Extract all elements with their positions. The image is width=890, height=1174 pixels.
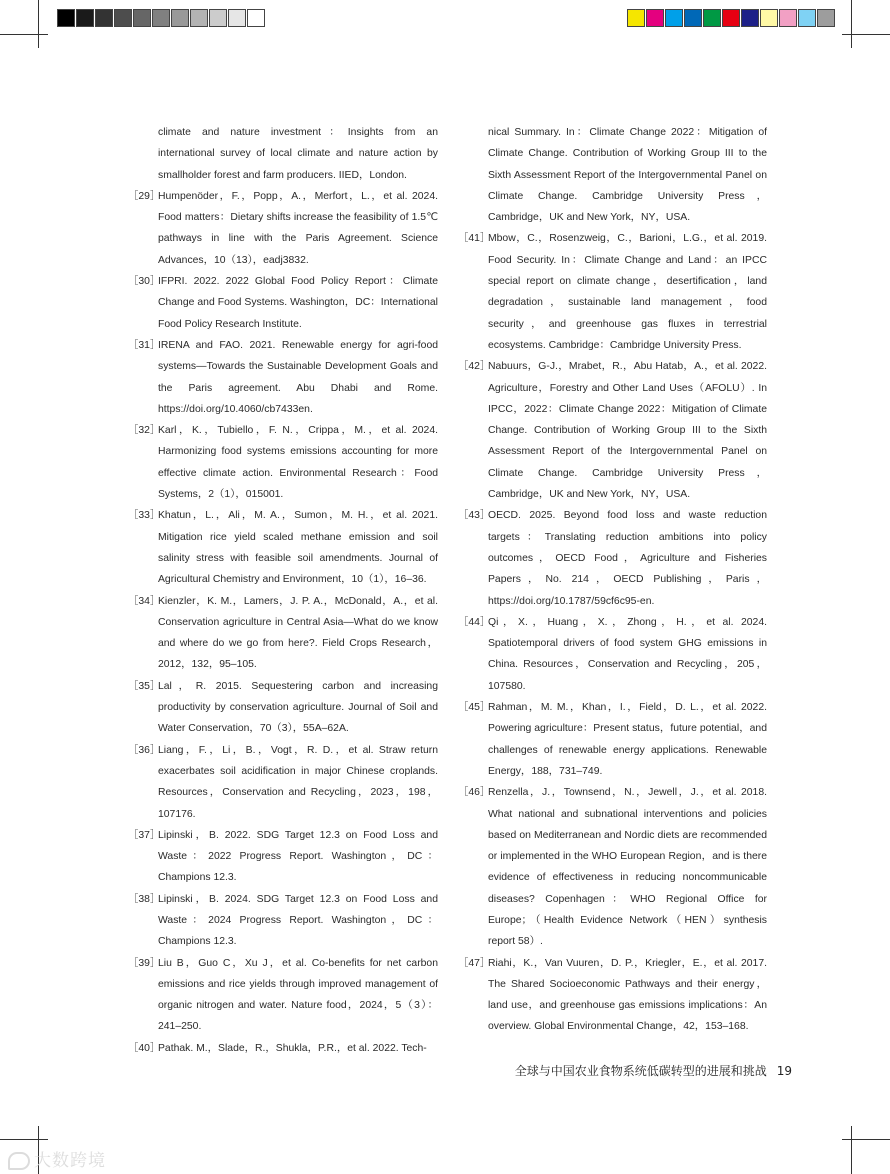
crop-mark-top-right-h [842,34,890,35]
reference-number: ［46］ [458,787,491,799]
page-number: 19 [776,1064,792,1078]
reference-text: Khatun，L.，Ali，M. A.，Sumon，M. H.，et al. 2021. Mitigation rice yield scaled methane emission and soil salinity stress with feasible soil amendments. Journal of Agricultural Chemistry and Environment，10（1），16–36. [158,510,438,586]
left-reference-list [128,186,438,1059]
footer-title: 全球与中国农业食物系统低碳转型的进展和挑战 [514,1064,767,1078]
reference-number: ［40］ [128,1042,161,1054]
reference-text: Rahman，M. M.，Khan，I.，Field，D. L.，et al. 2022. Powering agriculture：Present status，future potential，and challenges of renewable energy applications. Renewable Energy，188，731–749. [488,702,767,777]
reference-number: ［29］ [128,190,161,202]
left-column [128,122,438,1059]
reference-text: Karl，K.，Tubiello，F. N.，Crippa，M.，et al. 2024. Harmonizing food systems emissions accounting for more effective climate action. Environmental Research：Food Systems，2（1），015001. [158,425,438,501]
reference-number: ［39］ [128,957,161,969]
crop-mark-top-right-v [851,0,852,48]
grayscale-color-bar [57,9,266,27]
reference-number: ［38］ [128,893,161,905]
reference-text: Lipinski，B. 2024. SDG Target 12.3 on Food Loss and Waste：2024 Progress Report. Washington，DC：Champions 12.3. [158,893,438,948]
reference-item [128,420,438,505]
process-color-swatch [760,9,778,27]
reference-item [128,889,438,953]
reference-text: Lal，R. 2015. Sequestering carbon and increasing productivity by conservation agriculture. Journal of Soil and Water Conservation，70（3），55A–62A. [158,680,438,735]
reference-text: IRENA and FAO. 2021. Renewable energy for agri-food systems—Towards the Sustainable Development Goals and the Paris agreement. Abu Dhabi and Rome. https://doi.org/10.4060/cb7433en. [158,339,438,415]
grayscale-swatch [228,9,246,27]
reference-text: Lipinski，B. 2022. SDG Target 12.3 on Food Loss and Waste：2022 Progress Report. Washington，DC：Champions 12.3. [158,829,438,884]
reference-text: IFPRI. 2022. 2022 Global Food Policy Report：Climate Change and Food Systems. Washington，DC：International Food Policy Research Institute. [158,276,438,330]
reference-item [458,228,767,356]
grayscale-swatch [190,9,208,27]
grayscale-swatch [57,9,75,27]
reference-text: Qi，X.，Huang，X.，Zhong，H.，et al. 2024. Spatiotemporal drivers of food system GHG emissions in China. Resources，Conservation and Recycling，205，107580. [488,616,767,692]
reference-number: ［44］ [458,616,491,628]
grayscale-swatch [209,9,227,27]
reference-number: ［31］ [128,339,161,351]
reference-item [458,505,767,611]
process-color-swatch [817,9,835,27]
process-color-swatch [779,9,797,27]
process-color-swatch [722,9,740,27]
reference-item [128,186,438,271]
reference-item [458,953,767,1038]
reference-item [128,740,438,825]
watermark-text: 大数跨境 [34,1151,106,1171]
reference-item [458,612,767,697]
right-continued-reference: nical Summary. In：Climate Change 2022：Mitigation of Climate Change. Contribution of Working Group III to the Sixth Assessment Report of the Intergovernmental Panel on Climate Change. Cambridge University Press，Cambridge，UK and New York，NY，USA. [488,127,767,224]
process-color-bar [627,9,836,27]
process-color-swatch [741,9,759,27]
reference-text: Pathak. M.，Slade，R.，Shukla，P.R.，et al. 2022. Tech- [158,1042,427,1054]
reference-text: OECD. 2025. Beyond food loss and waste reduction targets：Translating reduction ambitions into policy outcomes，OECD Food，Agriculture and Fisheries Papers，No. 214，OECD Publishing，Paris，https://doi.org/10.1787/59cf6c95-en. [488,510,767,607]
reference-number: ［30］ [128,276,161,288]
crop-mark-top-left-v [38,0,39,48]
reference-item [128,271,438,335]
reference-text: Mbow，C.，Rosenzweig，C.，Barioni，L.G.，et al. 2019. Food Security. In：Climate Change and Land：an IPCC special report on climate change，desertification，land degradation，sustainable land management，food security，and greenhouse gas fluxes in terrestrial ecosystems. Cambridge：Cambridge University Press. [488,233,767,351]
grayscale-swatch [171,9,189,27]
process-color-swatch [627,9,645,27]
reference-number: ［47］ [458,957,491,969]
reference-number: ［45］ [458,702,491,714]
reference-number: ［34］ [128,595,161,607]
watermark-logo-icon [8,1152,30,1170]
grayscale-swatch [133,9,151,27]
reference-item [128,335,438,420]
reference-item [458,697,767,782]
reference-item [128,1038,438,1059]
right-reference-list [458,228,767,1037]
reference-item [128,591,438,676]
process-color-swatch [798,9,816,27]
reference-text: Liu B，Guo C，Xu J，et al. Co-benefits for net carbon emissions and rice yields through improved management of organic nitrogen and water. Nature food，2024，5（3）：241–250. [158,957,438,1033]
reference-number: ［41］ [458,233,491,245]
right-column [458,122,767,1038]
reference-text: Nabuurs，G-J.，Mrabet，R.，Abu Hatab，A.，et al. 2022. Agriculture，Forestry and Other Land Uses（AFOLU）. In IPCC，2022：Climate Change 2022：Mitigation of Climate Change. Contribution of Working Group III to the Sixth Assessment Report of the Intergovernmental Panel on Climate Change. Cambridge University Press，Cambridge，UK and New York，NY，USA. [488,361,767,501]
reference-text: Riahi，K.，Van Vuuren，D. P.，Kriegler，E.，et al. 2017. The Shared Socioeconomic Pathways and their energy，land use，and greenhouse gas emissions implications：An overview. Global Environmental Change，42，153–168. [488,957,767,1033]
reference-item [128,953,438,1038]
reference-number: ［32］ [128,425,161,437]
reference-text: Kienzler，K. M.，Lamers，J. P. A.，McDonald，A.，et al. Conservation agriculture in Central Asia—What do we know and where do we go from here?. Field Crops Research，2012，132，95–105. [158,595,438,671]
reference-number: ［43］ [458,510,491,522]
grayscale-swatch [76,9,94,27]
watermark [8,1146,106,1171]
grayscale-swatch [114,9,132,27]
reference-number: ［35］ [128,680,161,692]
reference-item [128,825,438,889]
process-color-swatch [646,9,664,27]
process-color-swatch [684,9,702,27]
grayscale-swatch [95,9,113,27]
reference-text: Renzella，J.，Townsend，N.，Jewell，J.，et al. 2018. What national and subnational interventions and policies based on Mediterranean and Nordic diets are recommended or implemented in the WHO European Region，and is there evidence of effectiveness in reducing noncommunicable diseases? Copenhagen：WHO Regional Office for Europe；（Health Evidence Network（HEN）synthesis report 58）. [488,787,767,948]
reference-text: Liang，F.，Li，B.，Vogt，R. D.，et al. Straw return exacerbates soil acidification in major Chinese croplands. Resources，Conservation and Recycling，2023，198，107176. [158,744,438,820]
reference-number: ［37］ [128,829,161,841]
running-footer [515,1062,792,1079]
crop-mark-bottom-right-v [851,1126,852,1174]
reference-text: Humpenöder，F.，Popp，A.，Merfort，L.，et al. 2024. Food matters：Dietary shifts increase the feasibility of 1.5℃ pathways in line with the Paris Agreement. Science Advances，10（13），eadj3832. [158,190,438,266]
reference-item [458,782,767,952]
reference-number: ［36］ [128,744,161,756]
crop-mark-bottom-left-h [0,1139,48,1140]
left-continued-reference: climate and nature investment：Insights from an international survey of local climate and nature action by smallholder forest and farm producers. IIED，London. [158,127,438,181]
reference-number: ［33］ [128,510,161,522]
reference-item [128,505,438,590]
reference-item [128,676,438,740]
grayscale-swatch [247,9,265,27]
grayscale-swatch [152,9,170,27]
crop-mark-top-left-h [0,34,48,35]
reference-item [458,356,767,505]
process-color-swatch [665,9,683,27]
reference-number: ［42］ [458,361,491,373]
process-color-swatch [703,9,721,27]
crop-mark-bottom-right-h [842,1139,890,1140]
